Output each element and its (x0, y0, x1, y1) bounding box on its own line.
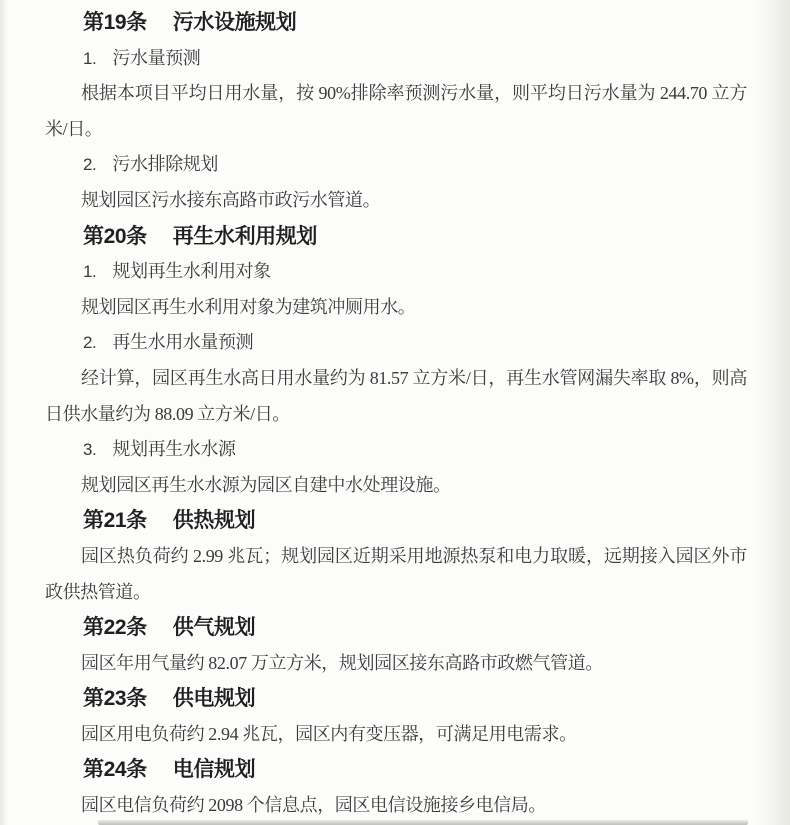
body-paragraph: 园区用电负荷约 2.94 兆瓦，园区内有变压器，可满足用电需求。 (81, 723, 577, 744)
item-number: 2. (83, 155, 97, 175)
item-text: 规划再生水利用对象 (112, 261, 271, 282)
article-title: 供电规划 (172, 687, 256, 711)
article-heading (45, 219, 747, 255)
item-text: 污水排除规划 (112, 154, 218, 175)
body-paragraph: 规划园区再生水水源为园区自建中水处理设施。 (81, 474, 451, 495)
numbered-item (45, 325, 747, 361)
article-title: 供气规划 (172, 616, 256, 640)
item-number: 2. (83, 333, 97, 353)
article-number: 第19条 (83, 11, 147, 34)
item-text: 规划再生水水源 (112, 439, 236, 460)
article-title: 污水设施规划 (172, 11, 297, 34)
body-paragraph: 规划园区再生水利用对象为建筑冲厕用水。 (81, 296, 416, 317)
item-text: 再生水用水量预测 (112, 332, 254, 353)
article-number: 第21条 (83, 509, 147, 533)
article-heading (45, 5, 747, 41)
numbered-item (45, 147, 747, 183)
article-number: 第20条 (83, 224, 147, 248)
numbered-item (45, 432, 747, 468)
article-number: 第23条 (83, 687, 147, 711)
article-heading (45, 610, 747, 646)
article-heading (45, 752, 747, 788)
item-number: 3. (83, 440, 97, 460)
numbered-item (45, 41, 747, 77)
body-paragraph: 园区电信负荷约 2098 个信息点，园区电信设施接乡电信局。 (81, 795, 546, 816)
article-heading (45, 681, 747, 717)
article-title: 再生水利用规划 (172, 224, 317, 248)
article-number: 第24条 (83, 758, 147, 782)
item-number: 1. (83, 48, 97, 68)
body-paragraph: 经计算，园区再生水高日用水量约为 81.57 立方米/日，再生水管网漏失率取 8%，则高日供水量约为 88.09 立方米/日。 (45, 367, 747, 424)
body-paragraph: 园区年用气量约 82.07 万立方米，规划园区接东高路市政燃气管道。 (81, 652, 603, 673)
document-body (45, 5, 747, 824)
article-title: 电信规划 (172, 758, 256, 782)
body-paragraph: 根据本项目平均日用水量，按 90%排除率预测污水量，则平均日污水量为 244.70 立方米/日。 (45, 83, 747, 139)
body-paragraph: 规划园区污水接东高路市政污水管道。 (81, 189, 381, 210)
numbered-item (45, 254, 747, 290)
item-number: 1. (83, 262, 97, 282)
article-number: 第22条 (83, 616, 147, 640)
article-heading (45, 503, 747, 539)
body-paragraph: 园区热负荷约 2.99 兆瓦；规划园区近期采用地源热泵和电力取暖，远期接入园区外市政供热管道。 (45, 545, 747, 602)
scan-artifact-band (98, 820, 748, 825)
article-title: 供热规划 (172, 509, 256, 533)
item-text: 污水量预测 (112, 47, 201, 68)
